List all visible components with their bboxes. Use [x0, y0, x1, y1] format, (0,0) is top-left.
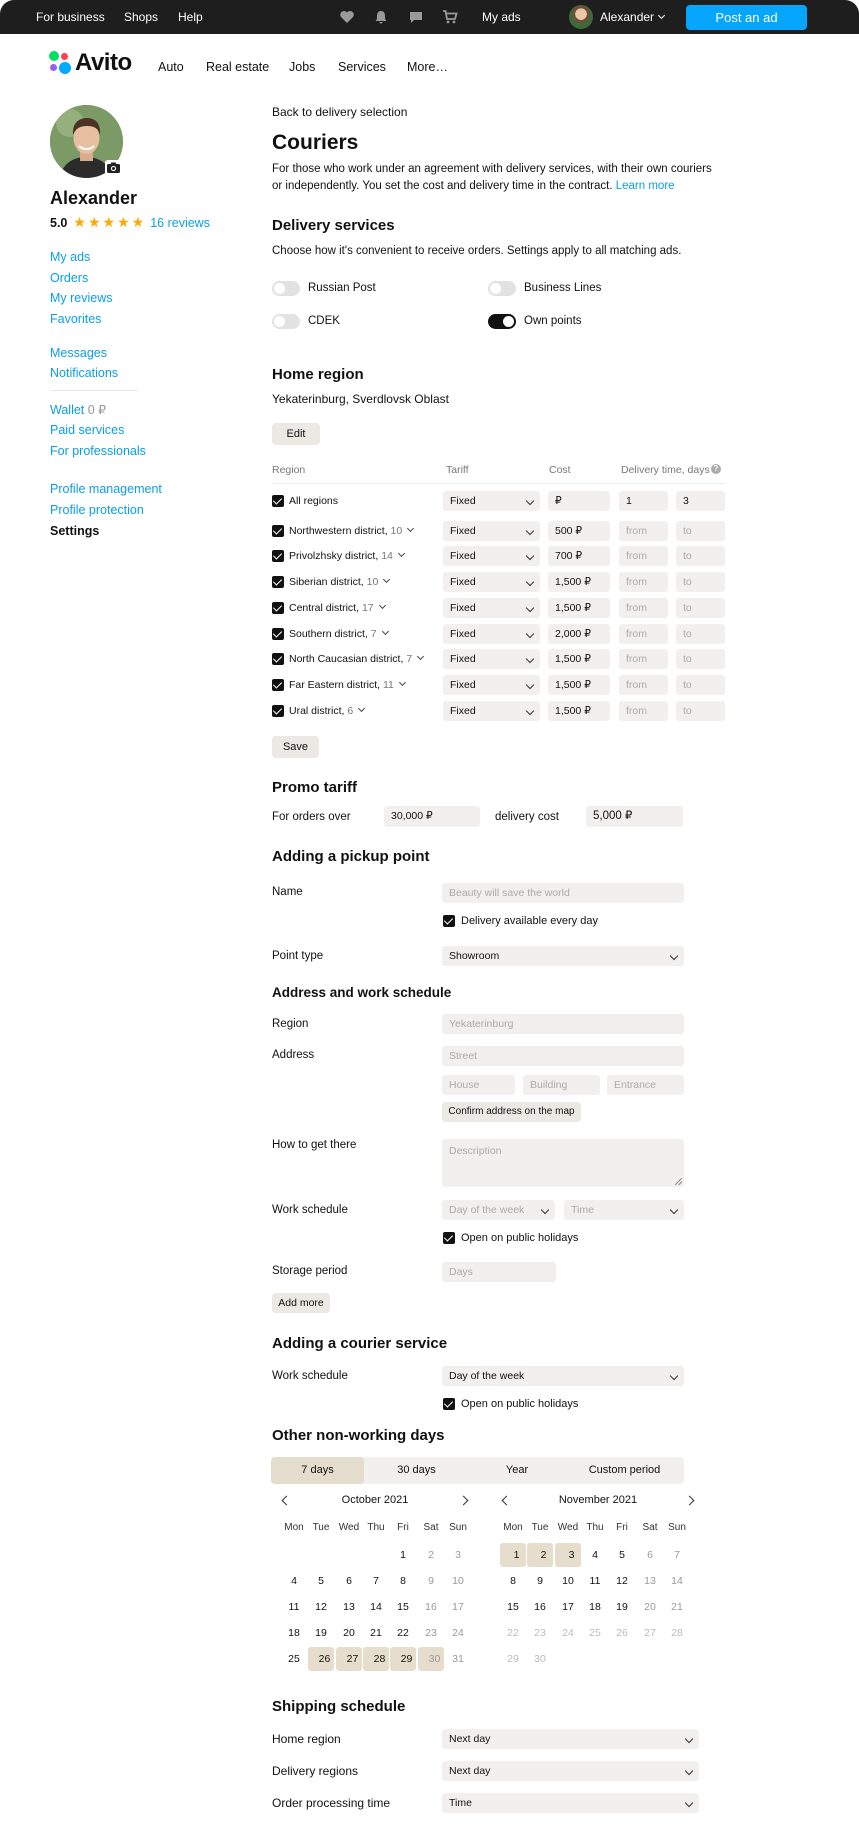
- region-name: Privolzhsky district, 14: [289, 550, 404, 562]
- sidebar-item-messages[interactable]: Messages: [50, 346, 107, 360]
- calendar-day[interactable]: 5: [318, 1575, 324, 1587]
- calendar-day[interactable]: 4: [592, 1549, 598, 1561]
- chevron-down-icon: [526, 552, 534, 560]
- my-ads-link[interactable]: My ads: [482, 10, 521, 24]
- calendar-day[interactable]: 7: [674, 1549, 680, 1561]
- calendar-day[interactable]: 28: [363, 1647, 389, 1671]
- chevron-down-icon: [526, 681, 534, 689]
- wallet-balance: 0 ₽: [87, 403, 107, 417]
- tab-year[interactable]: Year: [505, 1464, 529, 1476]
- tariff-select[interactable]: Fixed: [443, 624, 540, 644]
- cost-input[interactable]: 1,500 ₽: [548, 572, 610, 592]
- toggle-label: CDEK: [308, 315, 340, 327]
- sidebar-item-my-reviews[interactable]: My reviews: [50, 291, 113, 305]
- sidebar-item-paid-services[interactable]: Paid services: [50, 423, 125, 437]
- house-input[interactable]: House: [442, 1075, 515, 1095]
- calendar-day[interactable]: 16: [534, 1601, 546, 1613]
- confirm-map-button[interactable]: Confirm address on the map: [442, 1102, 581, 1122]
- region-name: Northwestern district, 10: [289, 525, 413, 537]
- shipping-schedule-title: Shipping schedule: [272, 1698, 406, 1715]
- reviews-link[interactable]: 16 reviews: [150, 215, 210, 230]
- courier-service-title: Adding a courier service: [272, 1335, 448, 1352]
- calendar-day[interactable]: 23: [534, 1627, 546, 1639]
- delivery-every-day-label: Delivery available every day: [461, 915, 598, 927]
- calendar-day[interactable]: 11: [589, 1575, 601, 1587]
- tab-30-days[interactable]: 30 days: [397, 1464, 436, 1476]
- post-ad-button[interactable]: Post an ad: [686, 5, 807, 30]
- chevron-down-icon[interactable]: [398, 550, 405, 557]
- calendar-day[interactable]: 14: [370, 1601, 382, 1613]
- chevron-down-icon: [526, 604, 534, 612]
- region-checkbox[interactable]: [272, 705, 284, 717]
- promo-orders-input[interactable]: 30,000 ₽: [384, 806, 480, 827]
- time-from-input[interactable]: 1: [619, 491, 668, 511]
- weekday-label: Wed: [338, 1522, 360, 1533]
- storage-days-input[interactable]: Days: [442, 1262, 556, 1282]
- weekday-label: Sat: [642, 1522, 658, 1533]
- time-from-input[interactable]: from: [619, 675, 668, 695]
- calendar-day[interactable]: 21: [370, 1627, 382, 1639]
- storage-period-label: Storage period: [272, 1265, 348, 1277]
- toggle-cdek[interactable]: [272, 314, 300, 329]
- region-checkbox[interactable]: [272, 679, 284, 691]
- calendar-day[interactable]: 12: [315, 1601, 327, 1613]
- calendar-day[interactable]: 10: [452, 1575, 464, 1587]
- cost-input[interactable]: 1,500 ₽: [548, 675, 610, 695]
- chevron-down-icon: [541, 1206, 549, 1214]
- time-from-input[interactable]: from: [619, 521, 668, 541]
- brand-name: Avito: [75, 49, 132, 76]
- weekday-label: Tue: [531, 1522, 549, 1533]
- tab-custom-period[interactable]: Custom period: [588, 1464, 661, 1476]
- chevron-down-icon: [526, 527, 534, 535]
- calendar-day[interactable]: 3: [555, 1543, 581, 1567]
- street-input[interactable]: Street: [442, 1046, 684, 1066]
- edit-button[interactable]: Edit: [272, 423, 320, 445]
- day-of-week-select[interactable]: Day of the week: [442, 1200, 555, 1220]
- calendar-day[interactable]: 30: [534, 1653, 546, 1665]
- cost-input[interactable]: 2,000 ₽: [548, 624, 610, 644]
- help-link[interactable]: Help: [178, 10, 203, 24]
- calendar-day[interactable]: 24: [562, 1627, 574, 1639]
- toggle-label: Own points: [524, 315, 582, 327]
- calendar-month-title: October 2021: [341, 1494, 409, 1506]
- calendar-day[interactable]: 11: [288, 1601, 300, 1613]
- chevron-down-icon: [658, 12, 665, 19]
- cart-icon[interactable]: [442, 9, 458, 25]
- calendar-day[interactable]: 24: [452, 1627, 464, 1639]
- camera-icon[interactable]: [105, 160, 122, 175]
- toggle-label: Business Lines: [524, 282, 602, 294]
- sidebar-item-settings[interactable]: Settings: [50, 524, 100, 538]
- calendar-day[interactable]: 27: [336, 1647, 362, 1671]
- region-name: Southern district, 7: [289, 628, 388, 640]
- nav-more[interactable]: More…: [407, 60, 448, 74]
- top-bar: [0, 0, 859, 34]
- weekday-label: Thu: [586, 1522, 604, 1533]
- weekday-label: Sun: [668, 1522, 686, 1533]
- logo-dots-icon: [48, 50, 72, 76]
- delivery-services-title: Delivery services: [272, 217, 395, 234]
- region-name: Ural district, 6: [289, 705, 364, 717]
- name-input[interactable]: Beauty will save the world: [442, 883, 684, 903]
- calendar-day[interactable]: 22: [507, 1627, 519, 1639]
- next-month-icon[interactable]: [685, 1496, 695, 1506]
- delivery-every-day-checkbox[interactable]: [443, 915, 455, 927]
- toggle-label: Russian Post: [308, 282, 376, 294]
- time-from-input[interactable]: from: [619, 598, 668, 618]
- time-select[interactable]: Time: [564, 1200, 684, 1220]
- calendar-day[interactable]: 16: [425, 1601, 437, 1613]
- promo-cost-label: delivery cost: [495, 811, 559, 823]
- calendar-day[interactable]: 9: [428, 1575, 434, 1587]
- table-divider: [272, 483, 725, 484]
- calendar-day[interactable]: 26: [616, 1627, 628, 1639]
- open-holidays-checkbox[interactable]: [443, 1232, 455, 1244]
- calendar-day[interactable]: 8: [400, 1575, 406, 1587]
- region-checkbox[interactable]: [272, 653, 284, 665]
- cost-input[interactable]: 500 ₽: [548, 521, 610, 541]
- add-more-button[interactable]: Add more: [272, 1293, 330, 1313]
- calendar-day[interactable]: 3: [455, 1549, 461, 1561]
- time-from-input[interactable]: from: [619, 649, 668, 669]
- weekday-label: Mon: [284, 1522, 304, 1533]
- period-tabs: [271, 1457, 684, 1484]
- time-from-input[interactable]: from: [619, 546, 668, 566]
- calendar-day[interactable]: 2: [527, 1543, 553, 1567]
- point-type-label: Point type: [272, 950, 324, 962]
- calendar-day[interactable]: 29: [507, 1653, 519, 1665]
- calendar-day[interactable]: 19: [616, 1601, 628, 1613]
- calendar-day[interactable]: 30: [418, 1647, 444, 1671]
- tariff-select[interactable]: Fixed: [443, 491, 540, 511]
- promo-tariff-title: Promo tariff: [272, 779, 358, 796]
- sidebar-item-wallet[interactable]: Wallet 0 ₽: [50, 403, 107, 417]
- chevron-down-icon: [670, 1206, 678, 1214]
- work-schedule-label: Work schedule: [272, 1204, 348, 1216]
- chevron-down-icon: [526, 497, 534, 505]
- chevron-down-icon: [685, 1735, 693, 1743]
- avito-logo[interactable]: [48, 50, 132, 76]
- point-type-select[interactable]: Showroom: [442, 946, 684, 966]
- calendar-day[interactable]: 2: [428, 1549, 434, 1561]
- time-to-input[interactable]: to: [676, 521, 725, 541]
- calendar-day[interactable]: 18: [589, 1601, 601, 1613]
- shipping-label: Delivery regions: [272, 1764, 359, 1778]
- weekday-label: Fri: [397, 1522, 409, 1533]
- entrance-input[interactable]: Entrance: [607, 1075, 684, 1095]
- save-button[interactable]: Save: [272, 736, 319, 758]
- calendar-day[interactable]: 12: [616, 1575, 628, 1587]
- calendar-day[interactable]: 23: [425, 1627, 437, 1639]
- star-icon: ★: [131, 214, 145, 230]
- description-textarea[interactable]: Description: [442, 1139, 684, 1187]
- col-delivery-time: Delivery time, days: [621, 464, 710, 476]
- time-from-input[interactable]: from: [619, 572, 668, 592]
- calendar-day[interactable]: 9: [537, 1575, 543, 1587]
- time-to-input[interactable]: to: [676, 624, 725, 644]
- region-name: Central district, 17: [289, 602, 385, 614]
- calendar-day[interactable]: 4: [291, 1575, 297, 1587]
- region-checkbox[interactable]: [272, 602, 284, 614]
- help-icon[interactable]: ?: [711, 464, 721, 474]
- calendar-day[interactable]: 22: [397, 1627, 409, 1639]
- shops-link[interactable]: Shops: [124, 10, 159, 24]
- col-cost: Cost: [549, 464, 571, 476]
- calendar-day[interactable]: 20: [343, 1627, 355, 1639]
- chevron-down-icon: [526, 655, 534, 663]
- calendar-day[interactable]: 10: [562, 1575, 574, 1587]
- region-label: Region: [272, 1018, 309, 1030]
- nav-auto[interactable]: Auto: [158, 60, 184, 74]
- time-to-input[interactable]: to: [676, 649, 725, 669]
- calendar-day[interactable]: 17: [562, 1601, 574, 1613]
- star-icon: ★: [117, 214, 130, 230]
- region-checkbox[interactable]: [272, 495, 284, 507]
- calendar-day[interactable]: 6: [647, 1549, 653, 1561]
- weekday-label: Fri: [616, 1522, 628, 1533]
- chevron-down-icon: [670, 1372, 678, 1380]
- home-region-value: Yekaterinburg, Sverdlovsk Oblast: [272, 392, 449, 406]
- region-checkbox[interactable]: [272, 576, 284, 588]
- calendar-day[interactable]: 5: [619, 1549, 625, 1561]
- promo-cost-input[interactable]: 5,000 ₽: [586, 806, 683, 827]
- calendar-day[interactable]: 27: [644, 1627, 656, 1639]
- shipping-select[interactable]: Time: [442, 1793, 699, 1813]
- region-checkbox[interactable]: [272, 525, 284, 537]
- nav-real-estate[interactable]: Real estate: [206, 60, 270, 74]
- cost-input[interactable]: 1,500 ₽: [548, 701, 610, 721]
- prev-month-icon[interactable]: [282, 1496, 292, 1506]
- toggle-russian-post[interactable]: [272, 281, 300, 296]
- shipping-select[interactable]: Next day: [442, 1729, 699, 1749]
- weekday-label: Sat: [423, 1522, 439, 1533]
- region-name: Siberian district, 10: [289, 576, 389, 588]
- calendar-day[interactable]: 25: [589, 1627, 601, 1639]
- courier-open-holidays-label: Open on public holidays: [461, 1398, 579, 1410]
- weekday-label: Sun: [449, 1522, 467, 1533]
- resize-handle-icon[interactable]: [675, 1178, 682, 1185]
- profile-rating: [50, 214, 210, 231]
- sidebar-item-for-professionals[interactable]: For professionals: [50, 444, 146, 458]
- intro-text: For those who work under an agreement with delivery services, with their own couriers or independently. You set the cost and delivery time in the contract. Learn more: [272, 163, 712, 192]
- cost-input[interactable]: 1,500 ₽: [548, 598, 610, 618]
- courier-day-select[interactable]: Day of the week: [442, 1366, 684, 1386]
- building-input[interactable]: Building: [523, 1075, 600, 1095]
- chevron-down-icon[interactable]: [417, 653, 424, 660]
- star-icon: ★: [87, 214, 101, 230]
- bell-icon[interactable]: [373, 9, 389, 25]
- region-name: North Caucasian district, 7: [289, 653, 423, 665]
- chat-icon[interactable]: [408, 9, 424, 25]
- chevron-down-icon: [526, 578, 534, 586]
- sidebar-item-profile-management[interactable]: Profile management: [50, 482, 162, 496]
- toggle-business-lines[interactable]: [488, 281, 516, 296]
- pickup-point-title: Adding a pickup point: [272, 848, 430, 865]
- col-region: Region: [272, 464, 306, 476]
- rating-value: 5.0: [50, 215, 68, 230]
- calendar-day[interactable]: 13: [343, 1601, 355, 1613]
- shipping-label: Order processing time: [272, 1796, 391, 1810]
- weekday-label: Thu: [367, 1522, 385, 1533]
- sidebar-item-my-ads[interactable]: My ads: [50, 250, 91, 264]
- home-region-title: Home region: [272, 366, 364, 383]
- tariff-select[interactable]: Fixed: [443, 521, 540, 541]
- region-name: All regions: [289, 495, 339, 507]
- calendar-day[interactable]: 28: [671, 1627, 683, 1639]
- cost-input[interactable]: 700 ₽: [548, 546, 610, 566]
- chevron-down-icon: [670, 952, 678, 960]
- sidebar-item-orders[interactable]: Orders: [50, 271, 89, 285]
- calendar-month-title: November 2021: [558, 1494, 638, 1506]
- toggle-own-points[interactable]: [488, 314, 516, 329]
- region-name: Far Eastern district, 11: [289, 679, 405, 691]
- chevron-down-icon[interactable]: [358, 705, 365, 712]
- time-to-input[interactable]: 3: [676, 491, 725, 511]
- address-label: Address: [272, 1049, 315, 1061]
- weekday-label: Wed: [557, 1522, 579, 1533]
- time-to-input[interactable]: to: [676, 598, 725, 618]
- tab-7-days[interactable]: 7 days: [271, 1457, 364, 1484]
- nav-services[interactable]: Services: [338, 60, 386, 74]
- weekday-label: Mon: [503, 1522, 523, 1533]
- chevron-down-icon: [526, 630, 534, 638]
- chevron-down-icon: [526, 707, 534, 715]
- shipping-select[interactable]: Next day: [442, 1761, 699, 1781]
- cost-input[interactable]: ₽: [548, 491, 610, 511]
- calendar-day[interactable]: 29: [390, 1647, 416, 1671]
- open-holidays-label: Open on public holidays: [461, 1232, 579, 1244]
- how-to-get-label: How to get there: [272, 1139, 357, 1151]
- calendar-day[interactable]: 31: [452, 1653, 464, 1665]
- calendar-day[interactable]: 25: [288, 1653, 300, 1665]
- calendar-day[interactable]: 14: [671, 1575, 683, 1587]
- calendar-day[interactable]: 17: [452, 1601, 464, 1613]
- user-menu[interactable]: Alexander: [600, 10, 664, 24]
- heart-icon[interactable]: [339, 9, 355, 25]
- tariff-select[interactable]: Fixed: [443, 649, 540, 669]
- calendar-day[interactable]: 19: [315, 1627, 327, 1639]
- next-month-icon[interactable]: [459, 1496, 469, 1506]
- sidebar-item-notifications[interactable]: Notifications: [50, 366, 119, 380]
- profile-name: Alexander: [50, 188, 138, 208]
- region-checkbox[interactable]: [272, 550, 284, 562]
- delivery-services-desc: Choose how it's convenient to receive orders. Settings apply to all matching ads.: [272, 245, 682, 257]
- name-label: Name: [272, 886, 303, 898]
- chevron-down-icon[interactable]: [383, 576, 390, 583]
- shipping-label: Home region: [272, 1732, 341, 1746]
- col-tariff: Tariff: [446, 464, 469, 476]
- time-to-input[interactable]: to: [676, 572, 725, 592]
- promo-orders-label: For orders over: [272, 811, 351, 823]
- courier-schedule-label: Work schedule: [272, 1370, 348, 1382]
- time-to-input[interactable]: to: [676, 701, 725, 721]
- chevron-down-icon[interactable]: [399, 679, 406, 686]
- tariff-select[interactable]: Fixed: [443, 572, 540, 592]
- tariff-select[interactable]: Fixed: [443, 675, 540, 695]
- calendar-day[interactable]: 6: [346, 1575, 352, 1587]
- calendar-day[interactable]: 7: [373, 1575, 379, 1587]
- chevron-down-icon: [685, 1767, 693, 1775]
- sidebar-item-profile-protection[interactable]: Profile protection: [50, 503, 144, 517]
- tariff-select[interactable]: Fixed: [443, 701, 540, 721]
- chevron-down-icon[interactable]: [382, 628, 389, 635]
- cost-input[interactable]: 1,500 ₽: [548, 649, 610, 669]
- nonworking-days-title: Other non-working days: [272, 1427, 445, 1444]
- chevron-down-icon[interactable]: [407, 525, 414, 532]
- user-avatar[interactable]: [569, 5, 593, 29]
- calendar-day[interactable]: 15: [397, 1601, 409, 1613]
- tariff-select[interactable]: Fixed: [443, 546, 540, 566]
- calendar-day[interactable]: 18: [288, 1627, 300, 1639]
- calendar-day[interactable]: 1: [500, 1543, 526, 1567]
- region-checkbox[interactable]: [272, 628, 284, 640]
- calendar-day[interactable]: 8: [510, 1575, 516, 1587]
- courier-open-holidays-checkbox[interactable]: [443, 1398, 455, 1410]
- region-input[interactable]: Yekaterinburg: [442, 1014, 684, 1034]
- back-link[interactable]: Back to delivery selection: [272, 105, 408, 119]
- calendar-day[interactable]: 26: [308, 1647, 334, 1671]
- time-to-input[interactable]: to: [676, 675, 725, 695]
- sidebar-item-favorites[interactable]: Favorites: [50, 312, 102, 326]
- calendar-day[interactable]: 15: [507, 1601, 519, 1613]
- chevron-down-icon: [685, 1799, 693, 1807]
- star-icon: ★: [102, 214, 116, 230]
- time-to-input[interactable]: to: [676, 546, 725, 566]
- nav-jobs[interactable]: Jobs: [289, 60, 316, 74]
- calendar-day[interactable]: 21: [671, 1601, 683, 1613]
- tariff-select[interactable]: Fixed: [443, 598, 540, 618]
- star-icon: ★: [73, 214, 86, 230]
- page-title: Couriers: [272, 131, 359, 154]
- learn-more-link[interactable]: Learn more: [615, 180, 675, 192]
- calendar-day[interactable]: 13: [644, 1575, 656, 1587]
- weekday-label: Tue: [312, 1522, 330, 1533]
- time-from-input[interactable]: from: [619, 624, 668, 644]
- time-from-input[interactable]: from: [619, 701, 668, 721]
- chevron-down-icon[interactable]: [379, 602, 386, 609]
- calendar-day[interactable]: 1: [400, 1549, 406, 1561]
- for-business-link[interactable]: For business: [36, 10, 105, 24]
- address-schedule-title: Address and work schedule: [272, 985, 452, 1000]
- calendar-day[interactable]: 20: [644, 1601, 656, 1613]
- sidebar-divider: [50, 390, 138, 391]
- prev-month-icon[interactable]: [502, 1496, 512, 1506]
